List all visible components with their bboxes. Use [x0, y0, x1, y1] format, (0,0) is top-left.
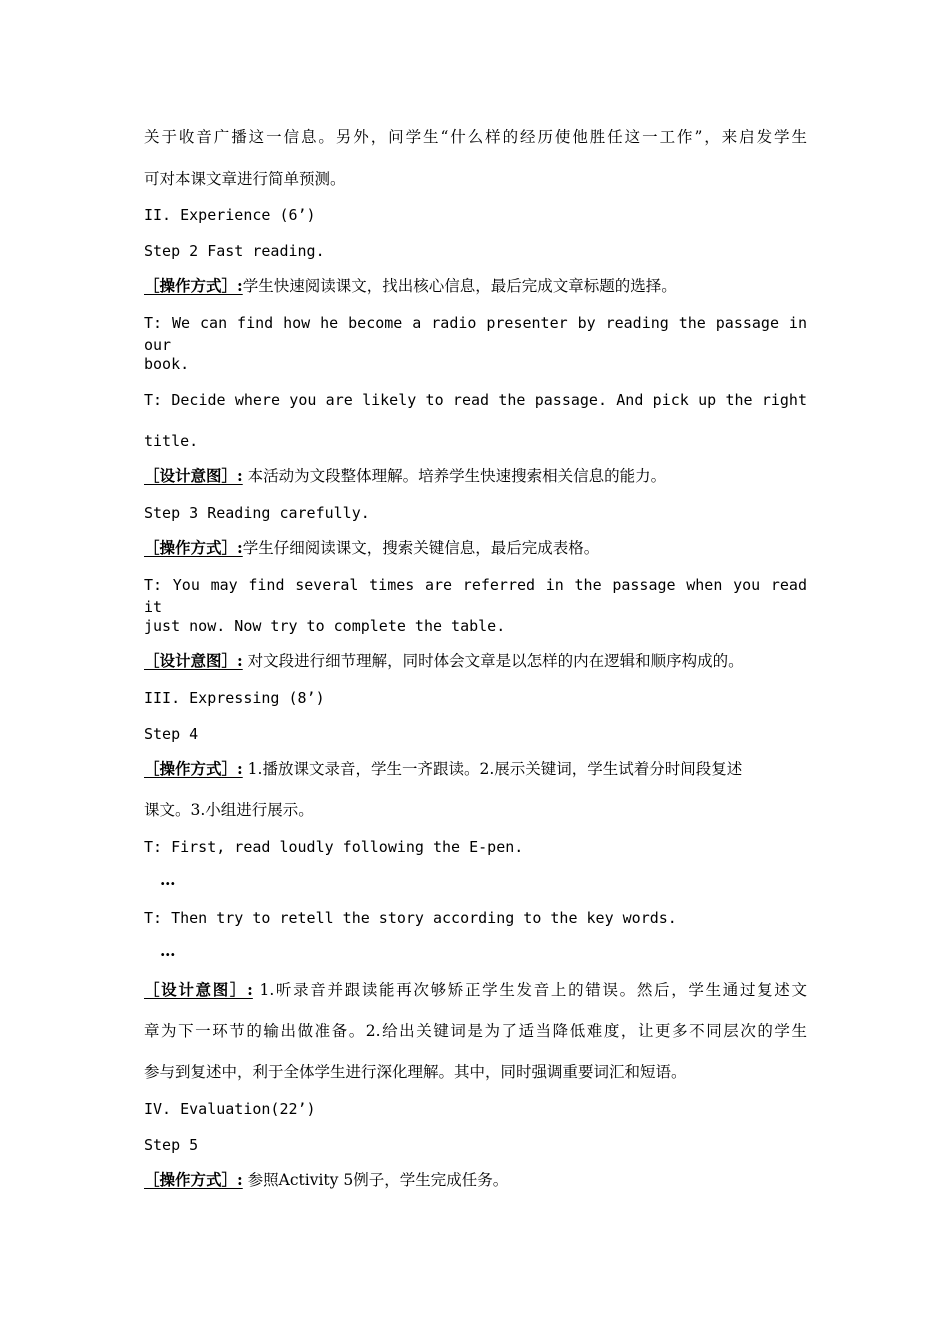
- method-text: 学生快速阅读课文，找出核心信息，最后完成文章标题的选择。: [242, 277, 677, 295]
- paragraph-line: 可对本课文章进行简单预测。: [144, 170, 346, 188]
- paragraph-line: 课文。3.小组进行展示。: [144, 801, 314, 819]
- teacher-line: T: Then try to retell the story according to the key words.: [144, 909, 677, 927]
- ellipsis: …: [160, 941, 177, 960]
- section-heading-experience: II. Experience (6’): [144, 206, 316, 224]
- teacher-line: title.: [144, 432, 199, 450]
- method-line: [144, 1169, 807, 1191]
- paragraph-line: 关于收音广播这一信息。另外，问学生“什么样的经历使他胜任这一工作”，来启发学生: [144, 128, 807, 146]
- method-tag: ［操作方式］:: [144, 276, 243, 295]
- method-text: 学生仔细阅读课文，搜索关键信息，最后完成表格。: [242, 539, 600, 557]
- method-text: 1.播放课文录音，学生一齐跟读。2.展示关键词，学生试着分时间段复述: [242, 760, 743, 778]
- design-text: 对文段进行细节理解，同时体会文章是以怎样的内在逻辑和顺序构成的。: [242, 652, 744, 670]
- teacher-line: T: We can find how he become a radio presenter by reading the passage in our: [144, 314, 807, 354]
- design-tag: ［设计意图］:: [144, 980, 253, 999]
- method-line: [144, 758, 807, 780]
- step-heading: Step 4: [144, 725, 199, 743]
- teacher-line: just now. Now try to complete the table.: [144, 617, 506, 635]
- teacher-line: T: Decide where you are likely to read the passage. And pick up the right: [144, 391, 807, 409]
- design-text: 本活动为文段整体理解。培养学生快速搜索相关信息的能力。: [242, 467, 667, 485]
- method-line: [144, 537, 807, 559]
- method-tag: ［操作方式］:: [144, 1170, 243, 1189]
- step-heading: Step 3 Reading carefully.: [144, 504, 370, 522]
- step-heading: Step 2 Fast reading.: [144, 242, 325, 260]
- design-tag: ［设计意图］:: [144, 651, 243, 670]
- design-text: 1.听录音并跟读能再次够矫正学生发音上的错误。然后，学生通过复述文: [252, 981, 807, 999]
- paragraph-line: 参与到复述中，利于全体学生进行深化理解。其中，同时强调重要词汇和短语。: [144, 1063, 687, 1081]
- method-line: [144, 275, 807, 297]
- design-line: [144, 979, 807, 1001]
- method-tag: ［操作方式］:: [144, 538, 243, 557]
- ellipsis: …: [160, 870, 177, 889]
- design-line: [144, 465, 807, 487]
- teacher-line: book.: [144, 355, 190, 373]
- section-heading-expressing: III. Expressing (8’): [144, 689, 325, 707]
- design-line: [144, 650, 807, 672]
- teacher-line: T: First, read loudly following the E-pen.: [144, 838, 524, 856]
- paragraph-line: 章为下一环节的输出做准备。2.给出关键词是为了适当降低难度，让更多不同层次的学生: [144, 1022, 807, 1040]
- step-heading: Step 5: [144, 1136, 199, 1154]
- teacher-line: T: You may find several times are referred in the passage when you read it: [144, 576, 807, 616]
- design-tag: ［设计意图］:: [144, 466, 243, 485]
- section-heading-evaluation: IV. Evaluation(22’): [144, 1100, 316, 1118]
- method-text: 参照Activity 5例子，学生完成任务。: [242, 1171, 509, 1189]
- method-tag: ［操作方式］:: [144, 759, 243, 778]
